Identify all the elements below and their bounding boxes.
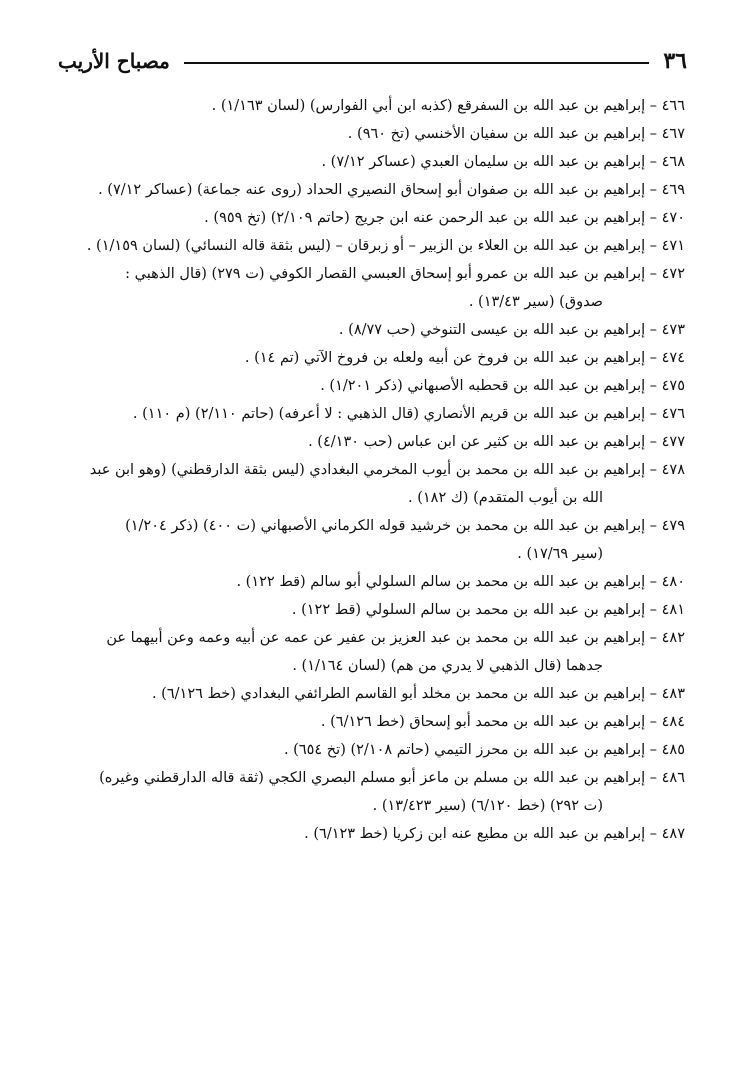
- entry: [60, 92, 685, 120]
- header-rule: [184, 62, 649, 64]
- page-number: ٣٦: [663, 48, 687, 74]
- entry: [60, 680, 685, 708]
- entry: [60, 596, 685, 624]
- entry-line: ٤٦٨ – إبراهيم بن عبد الله بن سليمان العبدي (عساكر ٧/١٢) .: [321, 154, 685, 170]
- entry: [60, 736, 685, 764]
- entry-line: ٤٨٥ – إبراهيم بن عبد الله بن محرز التيمي (حاتم ٢/١٠٨) (تخ ٦٥٤) .: [283, 742, 685, 758]
- entry-line: ٤٦٧ – إبراهيم بن عبد الله بن سفيان الأخنسي (تخ ٩٦٠) .: [347, 126, 685, 142]
- entry: [60, 232, 685, 260]
- entry-line: ٤٧٨ – إبراهيم بن عبد الله بن محمد بن أيوب المخرمي البغدادي (ليس بثقة الدارقطني) (وهو ابن عبد: [89, 462, 685, 478]
- entry: [60, 148, 685, 176]
- entry-line: ٤٧٦ – إبراهيم بن عبد الله بن قريم الأنصاري (قال الذهبي : لا أعرفه) (حاتم ٢/١١٠) (م ١١٠) .: [132, 406, 685, 422]
- entry-line: ٤٧٢ – إبراهيم بن عبد الله بن عمرو أبو إسحاق العبسي القصار الكوفي (ت ٢٧٩) (قال الذهبي :: [125, 266, 685, 282]
- entry-line: ٤٨٧ – إبراهيم بن عبد الله بن مطيع عنه ابن زكريا (خط ٦/١٢٣) .: [304, 826, 685, 842]
- entry: [60, 820, 685, 848]
- entry-line: ٤٨٦ – إبراهيم بن عبد الله بن مسلم بن ماعز أبو مسلم البصري الكجي (ثقة قاله الدارقطني وغيره): [99, 770, 685, 786]
- entry-continuation: جدهما (قال الذهبي لا يدري من هم) (لسان ١/١٦٤) .: [292, 658, 603, 674]
- entry-line: ٤٧٠ – إبراهيم بن عبد الله بن عبد الرحمن عنه ابن جريج (حاتم ٢/١٠٩) (تخ ٩٥٩) .: [204, 210, 685, 226]
- entry-continuation: صدوق) (سير ١٣/٤٣) .: [468, 294, 603, 310]
- entry-line: ٤٨٢ – إبراهيم بن عبد الله بن محمد بن عبد العزيز بن عفير عن عمه عن أبيه وعمه وعن أبيهما عن: [106, 630, 685, 646]
- entry: [60, 372, 685, 400]
- page-header: [58, 46, 687, 76]
- entry-list: [60, 92, 685, 848]
- entry: [60, 260, 685, 316]
- entry-line: ٤٦٦ – إبراهيم بن عبد الله بن السفرقع (كذبه ابن أبي الفوارس) (لسان ١/١٦٣) .: [211, 98, 685, 114]
- entry-line: ٤٨٤ – إبراهيم بن عبد الله بن محمد أبو إسحاق (خط ٦/١٢٦) .: [320, 714, 685, 730]
- entry: [60, 568, 685, 596]
- entry: [60, 204, 685, 232]
- entry-line: ٤٧١ – إبراهيم بن عبد الله بن العلاء بن الزبير – أو زبرقان – (ليس بثقة قاله النسائي) (لسان ١/١٥٩) .: [86, 238, 685, 254]
- entry: [60, 316, 685, 344]
- entry: [60, 456, 685, 512]
- entry: [60, 400, 685, 428]
- entry: [60, 708, 685, 736]
- entry: [60, 512, 685, 568]
- entry-line: ٤٦٩ – إبراهيم بن عبد الله بن صفوان أبو إسحاق النصيري الحداد (روى عنه جماعة) (عساكر ٧/١٢) .: [98, 182, 685, 198]
- entry-line: ٤٧٩ – إبراهيم بن عبد الله بن محمد بن خرشيد قوله الكرماني الأصبهاني (ت ٤٠٠) (ذكر ١/٢٠٤): [125, 518, 685, 534]
- entry: [60, 176, 685, 204]
- entry-line: ٤٨٣ – إبراهيم بن عبد الله بن محمد بن مخلد أبو القاسم الطرائفي البغدادي (خط ٦/١٢٦) .: [151, 686, 685, 702]
- entry: [60, 120, 685, 148]
- book-title: مصباح الأريب: [58, 49, 170, 73]
- entry: [60, 764, 685, 820]
- entry-continuation: (سير ١٧/٦٩) .: [517, 546, 603, 562]
- entry: [60, 428, 685, 456]
- entry-line: ٤٧٥ – إبراهيم بن عبد الله بن قحطبه الأصبهاني (ذكر ١/٢٠١) .: [320, 378, 685, 394]
- entry-line: ٤٧٤ – إبراهيم بن عبد الله بن فروخ عن أبيه ولعله بن فروخ الآتي (تم ١٤) .: [244, 350, 685, 366]
- entry: [60, 624, 685, 680]
- entry-continuation: الله بن أيوب المتقدم) (ك ١٨٢) .: [407, 490, 603, 506]
- entry-line: ٤٧٧ – إبراهيم بن عبد الله بن كثير عن ابن عباس (حب ٤/١٣٠) .: [308, 434, 685, 450]
- entry-continuation: (ت ٢٩٢) (خط ٦/١٢٠) (سير ١٣/٤٢٣) .: [372, 798, 603, 814]
- entry-line: ٤٨١ – إبراهيم بن عبد الله بن محمد بن سالم السلولي (قط ١٢٢) .: [291, 602, 685, 618]
- entry-line: ٤٧٣ – إبراهيم بن عبد الله بن عيسى التنوخي (حب ٨/٧٧) .: [338, 322, 685, 338]
- entry-line: ٤٨٠ – إبراهيم بن عبد الله بن محمد بن سالم السلولي أبو سالم (قط ١٢٢) .: [236, 574, 685, 590]
- entry: [60, 344, 685, 372]
